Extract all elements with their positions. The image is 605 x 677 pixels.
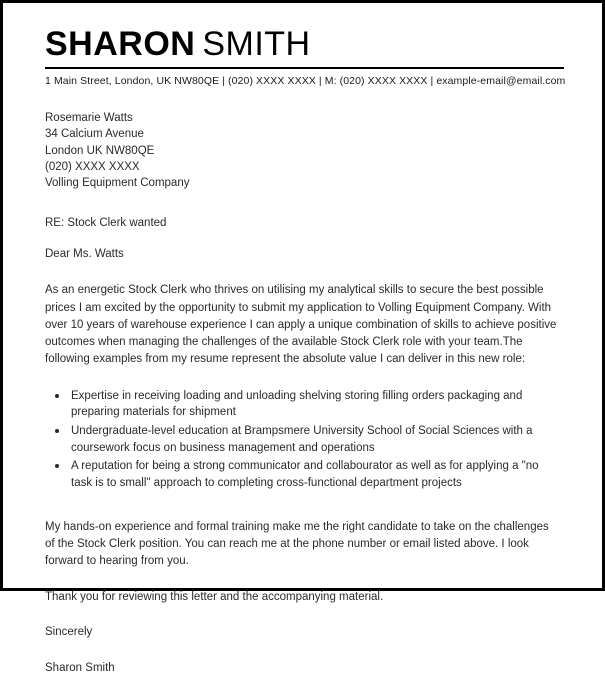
salutation: Dear Ms. Watts [45,248,124,261]
contact-mobile: M: (020) XXXX XXXX [324,75,428,87]
last-name: SMITH [202,25,311,63]
signature-name: Sharon Smith [45,662,115,675]
list-item: Undergraduate-level education at Brampsmere University School of Social Sciences with a coursework focus on business management and operations [45,423,545,456]
thank-you-line: Thank you for reviewing this letter and the accompanying material. [45,590,384,603]
recipient-city: London UK NW80QE [45,144,155,157]
subject-line: RE: Stock Clerk wanted [45,216,167,229]
header-divider [45,67,564,69]
recipient-address-block [45,110,560,192]
recipient-phone: (020) XXXX XXXX [45,160,140,173]
opening-paragraph: As an energetic Stock Clerk who thrives on utilising my analytical skills to secure the best possible prices I am excited by the opportunity to submit my application to Volling Equipment Company. With over 10 years of warehouse experience I can apply a unique combination of skills to achieve positive outcomes when managing the challenges of the available Stock Clerk role with your team.The following examples from my resume represent the absolute value I can deliver in this new role: [45,284,557,366]
page-title [45,27,560,67]
list-item: A reputation for being a strong communicator and collabourator as well as for applying a "no task is to small" approach to completing cross-functional department projects [45,458,545,491]
contact-email: example-email@email.com [436,75,566,87]
qualifications-list [45,388,545,492]
letterhead [45,25,566,89]
contact-info [45,75,566,89]
recipient-name: Rosemarie Watts [45,111,133,124]
recipient-company: Volling Equipment Company [45,177,190,190]
sign-off: Sincerely [45,625,93,638]
recipient-street: 34 Calcium Avenue [45,128,144,141]
contact-separator-1: | [222,75,226,87]
contact-separator-3: | [430,75,434,87]
contact-separator-2: | [318,75,322,87]
list-item: Expertise in receiving loading and unloading shelving storing filling orders packaging and preparing materials for shipment [45,388,545,421]
contact-phone: (020) XXXX XXXX [228,75,316,87]
contact-address: 1 Main Street, London, UK NW80QE [45,75,220,87]
closing-paragraph: My hands-on experience and formal training make me the right candidate to take on the challenges of the Stock Clerk position. You can reach me at the phone number or email listed above. I look forward to hearing from you. [45,520,549,568]
first-name: SHARON [45,25,196,63]
